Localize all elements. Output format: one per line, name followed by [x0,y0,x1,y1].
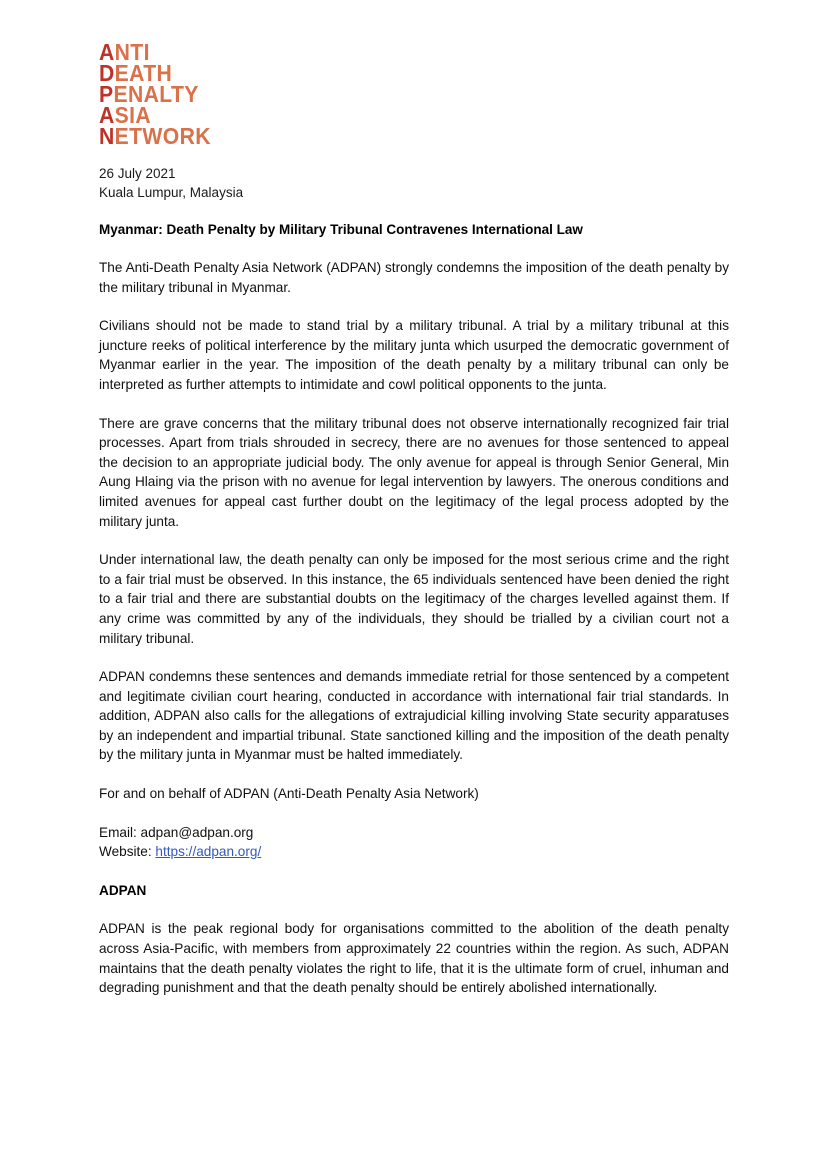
logo-rest-letters: ENALTY [113,81,199,107]
email-label: Email: [99,824,141,840]
dateline-date: 26 July 2021 [99,166,176,181]
logo-lead-letter: A [99,39,115,65]
logo-lead-letter: N [99,123,115,149]
logo-lead-letter: P [99,81,114,107]
body-paragraph-1: The Anti-Death Penalty Asia Network (ADPAN) strongly condemns the imposition of the death penalty by the military tribunal in Myanmar. [99,260,729,295]
about-heading: ADPAN [99,882,147,898]
logo-lead-letter: D [99,60,115,86]
body-paragraph-2: Civilians should not be made to stand trial by a military tribunal. A trial by a military tribunal at this juncture reeks of political interference by the military junta which usurped the democratic government of Myanmar earlier in the year. The imposition of the death penalty by a military tribunal can only be interpreted as further attempts to intimidate and cowl political opponents to the junta. [99,318,729,392]
email-line [99,823,729,843]
logo-rest-letters: EATH [114,60,173,86]
dateline-location: Kuala Lumpur, Malaysia [99,184,244,200]
adpan-logo [99,39,299,149]
logo-rest-letters: SIA [114,102,152,128]
contact-details [99,823,729,862]
body-paragraph-4: Under international law, the death penalty can only be imposed for the most serious crime and the right to a fair trial must be observed. In this instance, the 65 individuals sentenced have been denied the right to a fair trial and there are substantial doubts on the legitimacy of the charges levelled against them. If any crime was committed by any of the individuals, they should be trialled by a civilian court not a military tribunal. [99,552,729,646]
website-link[interactable]: https://adpan.org/ [155,844,262,860]
website-label: Website: [99,844,156,860]
body-paragraph-3: There are grave concerns that the military tribunal does not observe internationally recognized fair trial processes. Apart from trials shrouded in secrecy, there are no avenues for those sentenced to appeal the decision to an appropriate judicial body. The only avenue for appeal is through Senior General, Min Aung Hlaing via the prison with no avenue for legal intervention by lawyers. The onerous conditions and limited avenues for appeal cast further doubt on the legitimacy of the legal process adopted by the military junta. [99,415,729,529]
signoff-line: For and on behalf of ADPAN (Anti-Death Penalty Asia Network) [99,786,479,802]
logo-rest-letters: NTI [114,39,150,65]
about-paragraph: ADPAN is the peak regional body for organisations committed to the abolition of the death penalty across Asia-Pacific, with members from approximately 22 countries within the region. As such, ADPAN maintains that the death penalty violates the right to life, that it is the ultimate form of cruel, inhuman and degrading punishment and that the death penalty should be entirely abolished internationally. [99,921,729,996]
logo-lead-letter: A [99,102,115,128]
logo-rest-letters: ETWORK [114,123,211,149]
website-line [99,842,729,862]
dateline [99,165,729,202]
document-body [99,39,729,1017]
logo-row-network [99,123,283,149]
body-paragraph-5: ADPAN condemns these sentences and demands immediate retrial for those sentenced by a competent and legitimate civilian court hearing, conducted in accordance with international fair trial standards. In addition, ADPAN also calls for the allegations of extrajudicial killing involving State security apparatuses by an independent and impartial tribunal. State sanctioned killing and the imposition of the death penalty by the military junta in Myanmar must be halted immediately. [99,669,729,763]
email-value: adpan@adpan.org [140,824,254,840]
page-title: Myanmar: Death Penalty by Military Tribunal Contravenes International Law [99,222,583,237]
